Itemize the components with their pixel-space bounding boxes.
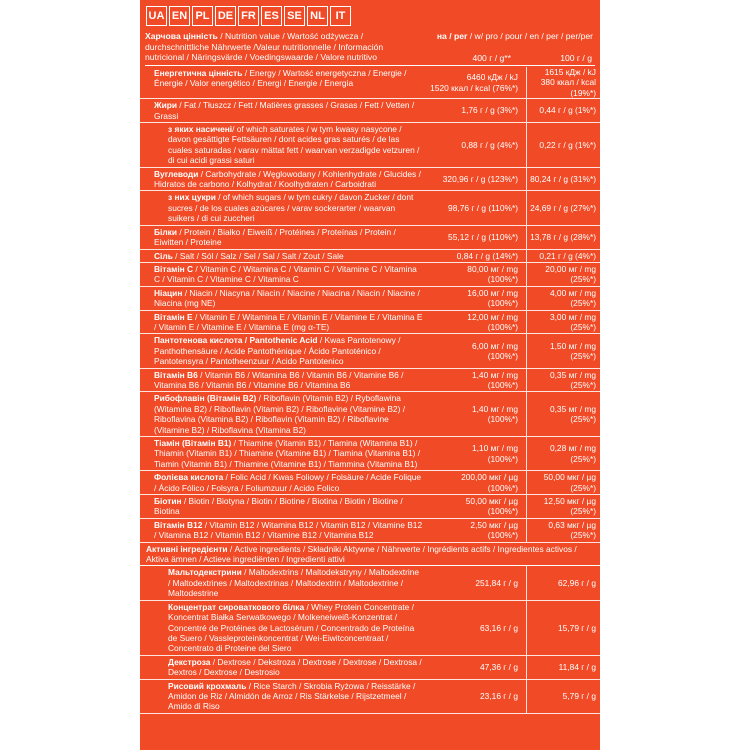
table-row bbox=[140, 168, 600, 192]
value-line: (25%*) bbox=[570, 482, 596, 493]
value-line: 320,96 г / g (123%*) bbox=[442, 173, 518, 184]
value-line: 1520 ккал / kcal (76%*) bbox=[430, 82, 518, 93]
value-line: 47,36 г / g bbox=[480, 661, 518, 672]
value-line: (25%*) bbox=[570, 414, 596, 425]
row-label bbox=[140, 99, 427, 122]
value-line: 6,00 мг / mg bbox=[471, 340, 518, 351]
row-label-bold: з них цукри bbox=[168, 192, 216, 203]
value-line: (25%*) bbox=[570, 453, 596, 464]
table-row bbox=[140, 656, 600, 680]
value-per-100g bbox=[527, 168, 600, 191]
value-line: 1615 кДж / kJ bbox=[544, 67, 596, 77]
value-line: 1,40 мг / mg bbox=[471, 369, 518, 380]
value-line: 0,22 г / g (1%*) bbox=[539, 139, 596, 150]
table-row bbox=[140, 566, 600, 600]
value-line: 1,40 мг / mg bbox=[471, 403, 518, 414]
value-line: 251,84 г / g bbox=[475, 577, 518, 588]
value-per-serving bbox=[427, 566, 527, 599]
value-per-serving bbox=[427, 250, 527, 262]
row-label-rest: / Biotin / Biotyna / Biotin / Biotine / Biotina / Biotin / Biotine / Biotina bbox=[154, 496, 403, 517]
value-per-100g bbox=[527, 226, 600, 249]
table-row bbox=[140, 437, 600, 471]
row-label-rest: / Whey Protein Concentrate / Koncentrat Białka Serwatkowego / Molkeneiweiß-Konzentrat / Concentré de Protéines de Lactosérum / Concentrado de Proteína de Suero / Vassleproteinkoncentrat / Wei-Eiwitconcentraat / Concentrato di Proteine del Siero bbox=[168, 601, 415, 654]
row-label-bold: Білки bbox=[154, 226, 178, 237]
row-label-rest: / Thiamine (Vitamin B1) / Tiamina (Witamina B1) / Thiamin (Vitamin B1) / Thiamine (Vitamine B1) / Tiamina (Vitamina B1) / Tiamin (Vitamin B1) / Thiamine (Vitamine B1) / Tiammina (Vitamina B1) bbox=[154, 438, 421, 469]
value-line: 380 ккал / kcal (19%*) bbox=[540, 77, 596, 98]
value-line: (100%*) bbox=[487, 506, 518, 517]
row-label bbox=[140, 566, 427, 599]
row-label-bold: з яких насичені bbox=[168, 124, 233, 135]
value-line: 0,88 г / g (4%*) bbox=[461, 139, 518, 150]
value-per-serving bbox=[427, 680, 527, 713]
row-label bbox=[140, 369, 427, 392]
active-heading-rest: / Active ingredients / Składniki Aktywne / Nährwerte / Ingrédients actifs / Ingredientes activos / Aktiva ämnen / Actieve ingrediënten / Ingredienti attivi bbox=[146, 543, 577, 565]
value-per-100g bbox=[527, 519, 600, 542]
row-label bbox=[140, 392, 427, 436]
header-title-bold: Харчова цінність bbox=[145, 31, 218, 41]
row-label bbox=[140, 287, 427, 310]
value-line: 62,96 г / g bbox=[558, 577, 596, 588]
table-row bbox=[140, 369, 600, 393]
value-line: 12,00 мг / mg bbox=[467, 311, 518, 322]
value-line: 50,00 мкг / µg bbox=[543, 472, 596, 483]
value-per-100g bbox=[527, 471, 600, 494]
value-line: 1,76 г / g (3%*) bbox=[461, 105, 518, 116]
row-label bbox=[140, 191, 427, 224]
language-badge-en: EN bbox=[169, 6, 190, 26]
row-label-rest: / Maltodextrins / Maltodekstryny / Maltodextrine / Maltodextrines / Maltodextrinas / Maltodextrin / Maltodextrine / Maltodestrine bbox=[168, 567, 420, 599]
value-line: 23,16 г / g bbox=[480, 690, 518, 701]
value-line: 24,69 г / g (27%*) bbox=[530, 202, 596, 213]
value-line: 98,76 г / g (110%*) bbox=[448, 202, 518, 213]
value-line: 80,24 г / g (31%*) bbox=[530, 173, 596, 184]
table-row bbox=[140, 601, 600, 656]
row-label-rest: / Riboflavin (Vitamin B2) / Ryboflawina (Witamina B2) / Riboflavin (Vitamin B2) / Riboflavine (Vitamine B2) / Riboflavina (Vitamina B2) / Riboflavin (Vitamin B2) / Riboflavine (Vitamine B2) / Riboflavina (Vitamina B2) bbox=[154, 393, 406, 435]
row-label-rest: / Vitamin B6 / Witamina B6 / Vitamin B6 / Vitamine B6 / Vitamina B6 / Vitamin B6 / Vitamine B6 / Vitamina B6 bbox=[154, 369, 404, 390]
value-line: (25%*) bbox=[570, 350, 596, 361]
value-line: (100%*) bbox=[487, 321, 518, 332]
row-label bbox=[140, 471, 427, 494]
row-label-bold: Мальтодекстрини bbox=[168, 567, 242, 578]
value-per-100g bbox=[527, 566, 600, 599]
value-per-serving bbox=[427, 495, 527, 518]
row-label-bold: Вітамін В12 bbox=[154, 519, 203, 530]
value-line: 0,28 мг / mg bbox=[549, 443, 596, 454]
row-label bbox=[140, 67, 427, 98]
language-badge-pl: PL bbox=[192, 6, 213, 26]
value-per-serving bbox=[427, 123, 527, 167]
value-line: (25%*) bbox=[570, 530, 596, 541]
header-per-bold: на / per bbox=[436, 31, 468, 41]
table-row bbox=[140, 263, 600, 287]
table-header bbox=[145, 31, 595, 66]
header-col2: 100 г / g bbox=[560, 52, 592, 63]
value-line: 4,00 мг / mg bbox=[549, 287, 596, 298]
value-line: 5,79 г / g bbox=[562, 690, 596, 701]
table-row bbox=[140, 495, 600, 519]
value-per-serving bbox=[427, 656, 527, 679]
value-line: 0,21 г / g (4%*) bbox=[539, 250, 596, 261]
value-per-100g bbox=[527, 311, 600, 334]
table-row bbox=[140, 311, 600, 335]
table-row bbox=[140, 226, 600, 250]
value-line: 16,00 мг / mg bbox=[467, 287, 518, 298]
value-line: 20,00 мг / mg bbox=[545, 263, 596, 274]
header-title bbox=[145, 31, 420, 63]
nutrition-panel bbox=[140, 0, 600, 750]
value-line: (100%*) bbox=[487, 530, 518, 541]
value-line: 63,16 г / g bbox=[480, 622, 518, 633]
row-label-bold: Енергетична цінність bbox=[154, 68, 243, 78]
row-label-bold: Сіль bbox=[154, 250, 173, 261]
row-label-bold: Рисовий крохмаль bbox=[168, 680, 247, 691]
table-row bbox=[140, 99, 600, 123]
row-label-rest: / Kwas Pantotenowy / Panthothensäure / Acide Pantothénique / Ácido Pantoténico / Pantotensyra / Pantotheenzuur / Acido Pantotenico bbox=[154, 335, 401, 367]
row-label-bold: Фолієва кислота bbox=[154, 472, 224, 483]
value-line: (100%*) bbox=[487, 482, 518, 493]
table-row bbox=[140, 334, 600, 368]
table-row bbox=[140, 680, 600, 714]
value-per-serving bbox=[427, 369, 527, 392]
value-line: (100%*) bbox=[487, 274, 518, 285]
row-label-rest: / Fat / Tłuszcz / Fett / Matières grasses / Grasas / Fett / Vetten / Grassi bbox=[154, 100, 415, 121]
value-line: (25%*) bbox=[570, 274, 596, 285]
row-label bbox=[140, 495, 427, 518]
value-per-serving bbox=[427, 263, 527, 286]
value-per-100g bbox=[527, 191, 600, 224]
value-line: (100%*) bbox=[487, 414, 518, 425]
row-label-rest: / Carbohydrate / Węglowodany / Kohlenhydrate / Glucides / Hidratos de carbono / Kolhydrat / Koolhydraten / Carboidrati bbox=[154, 168, 421, 190]
row-label bbox=[140, 334, 427, 367]
row-label-rest: / Salt / Sól / Salz / Sel / Sal / Salt / Zout / Sale bbox=[172, 250, 344, 261]
row-label bbox=[140, 311, 427, 334]
language-badge-es: ES bbox=[261, 6, 282, 26]
row-label bbox=[140, 601, 427, 655]
value-line: 0,44 г / g (1%*) bbox=[539, 105, 596, 116]
value-line: (25%*) bbox=[570, 321, 596, 332]
row-label-bold: Вітамін В6 bbox=[154, 369, 198, 380]
row-label-rest: / Dextrose / Dekstroza / Dextrose / Dextrose / Dextrosa / Dextros / Dextrose / Destrosio bbox=[168, 656, 422, 678]
row-label bbox=[140, 168, 427, 191]
value-line: 0,35 мг / mg bbox=[549, 369, 596, 380]
value-per-100g bbox=[527, 495, 600, 518]
value-line: 55,12 г / g (110%*) bbox=[448, 231, 518, 242]
value-per-100g bbox=[527, 601, 600, 655]
row-label-bold: Жири bbox=[154, 100, 177, 111]
row-label bbox=[140, 656, 427, 679]
language-badge-de: DE bbox=[215, 6, 236, 26]
row-label-bold: Ніацин bbox=[154, 287, 183, 298]
value-per-serving bbox=[427, 334, 527, 367]
value-line: 200,00 мкг / µg bbox=[461, 472, 518, 483]
row-label-rest: / Energy / Wartość energetyczna / Energie / Énergie / Valor energético / Energi / Energie / Energia bbox=[154, 68, 407, 89]
language-badge-ua: UA bbox=[146, 6, 167, 26]
table-row bbox=[140, 519, 600, 543]
value-per-serving bbox=[427, 311, 527, 334]
value-per-100g bbox=[527, 250, 600, 262]
language-badges bbox=[146, 6, 351, 26]
value-line: (100%*) bbox=[487, 350, 518, 361]
value-per-serving bbox=[427, 437, 527, 470]
table-row bbox=[140, 123, 600, 168]
row-label-bold: Біотин bbox=[154, 496, 182, 507]
value-per-serving bbox=[427, 168, 527, 191]
value-per-100g bbox=[527, 656, 600, 679]
header-title-rest: / Nutrition value / Wartość odżywcza / durchschnittliche Nährwerte /Valeur nutritionnelle / Información nutricional / Näringsvärde / Voedingswaarde / Valore nutritivo bbox=[145, 31, 384, 62]
value-per-100g bbox=[527, 437, 600, 470]
value-per-100g bbox=[527, 369, 600, 392]
value-per-100g bbox=[527, 263, 600, 286]
value-per-100g bbox=[527, 287, 600, 310]
value-per-100g bbox=[527, 99, 600, 122]
value-line: (25%*) bbox=[570, 506, 596, 517]
value-per-100g bbox=[527, 334, 600, 367]
language-badge-it: IT bbox=[330, 6, 351, 26]
row-label-rest: / Rice Starch / Skrobia Ryżowa / Reisstärke / Amidon de Riz / Almidón de Arroz / Ris Stärkelse / Rijstzetmeel / Amido di Riso bbox=[168, 680, 416, 712]
row-label bbox=[140, 123, 427, 167]
value-per-serving bbox=[427, 226, 527, 249]
row-label bbox=[140, 680, 427, 713]
row-label-bold: Вуглеводи bbox=[154, 168, 199, 179]
row-label-rest: / of which saturates / w tym kwasy nasycone / davon gesättigte Fettsäuren / dont acides gras saturés / de las cuales saturadas / varav mättat fett / waarvan verzadigde vetzuren / di cui acidi grassi saturi bbox=[168, 124, 420, 166]
row-label bbox=[140, 226, 427, 249]
row-label bbox=[140, 250, 427, 262]
language-badge-nl: NL bbox=[307, 6, 328, 26]
row-label-rest: / Folic Acid / Kwas Foliowy / Folsäure / Acide Folique / Ácido Fólico / Folsyra / Foliumzuur / Acido Folico bbox=[154, 472, 422, 493]
row-label-bold: Концентрат сироваткового білка bbox=[168, 601, 305, 612]
value-line: (100%*) bbox=[487, 453, 518, 464]
value-line: 0,63 мкг / µg bbox=[548, 519, 596, 530]
value-line: 13,78 г / g (28%*) bbox=[530, 231, 596, 242]
table-row bbox=[140, 191, 600, 225]
value-line: (25%*) bbox=[570, 379, 596, 390]
value-per-100g bbox=[527, 680, 600, 713]
value-line: 15,79 г / g bbox=[558, 622, 596, 633]
row-label-bold: Декстроза bbox=[168, 656, 211, 667]
value-per-serving bbox=[427, 287, 527, 310]
active-ingredients-heading bbox=[140, 543, 600, 567]
value-line: 2,50 мкг / µg bbox=[470, 519, 518, 530]
value-line: (100%*) bbox=[487, 298, 518, 309]
value-per-serving bbox=[427, 392, 527, 436]
value-line: (100%*) bbox=[487, 379, 518, 390]
value-per-100g bbox=[527, 392, 600, 436]
table-row bbox=[140, 67, 600, 99]
value-per-serving bbox=[427, 519, 527, 542]
table-row bbox=[140, 392, 600, 437]
value-per-serving bbox=[427, 471, 527, 494]
language-badge-fr: FR bbox=[238, 6, 259, 26]
table-row bbox=[140, 250, 600, 263]
row-label-bold: Рибофлавін (Вітамін В2) bbox=[154, 393, 257, 404]
value-per-100g bbox=[527, 123, 600, 167]
value-line: 0,84 г / g (14%*) bbox=[456, 250, 518, 261]
value-per-serving bbox=[427, 67, 527, 98]
value-line: 50,00 мкг / µg bbox=[465, 496, 518, 507]
row-label-bold: Вітамін Е bbox=[154, 311, 193, 322]
row-label bbox=[140, 519, 427, 542]
table-row bbox=[140, 287, 600, 311]
value-line: 3,00 мг / mg bbox=[549, 311, 596, 322]
table-row bbox=[140, 471, 600, 495]
row-label-bold: Тіамін (Вітамін В1) bbox=[154, 438, 232, 448]
value-per-serving bbox=[427, 601, 527, 655]
header-per-rest: / w/ pro / pour / en / per / per/per bbox=[467, 31, 593, 41]
value-line: 1,50 мг / mg bbox=[549, 340, 596, 351]
row-label-rest: / Protein / Białko / Eiweiß / Protéines / Proteínas / Protein / Eiwitten / Proteine bbox=[154, 226, 396, 248]
row-label-rest: / Niacin / Niacyna / Niacin / Niacine / Niacina / Niacin / Niacine / Niacina (mg NE) bbox=[154, 287, 420, 309]
header-col1: 400 г / g** bbox=[472, 52, 511, 63]
row-label-rest: / of which sugars / w tym cukry / davon Zucker / dont sucres / de los cuales azúcares / varav sockerarter / waarvan suikers / di cui zuccheri bbox=[168, 192, 414, 224]
value-line: (25%*) bbox=[570, 298, 596, 309]
language-badge-se: SE bbox=[284, 6, 305, 26]
value-per-100g bbox=[527, 67, 600, 98]
value-line: 6460 кДж / kJ bbox=[466, 72, 518, 83]
value-line: 0,35 мг / mg bbox=[549, 403, 596, 414]
value-line: 12,50 мкг / µg bbox=[543, 496, 596, 507]
row-label-rest: / Vitamin B12 / Witamina B12 / Vitamin B12 / Vitamine B12 / Vitamina B12 / Vitamin B12 / Vitamine B12 / Vitamina B12 bbox=[154, 519, 423, 541]
row-label bbox=[140, 437, 427, 470]
active-heading-bold: Активні інгредієнти bbox=[146, 543, 228, 554]
value-line: 1,10 мг / mg bbox=[471, 443, 518, 454]
value-line: 80,00 мг / mg bbox=[467, 263, 518, 274]
row-label bbox=[140, 263, 427, 286]
value-line: 11,84 г / g bbox=[558, 661, 596, 672]
value-per-serving bbox=[427, 191, 527, 224]
value-per-serving bbox=[427, 99, 527, 122]
row-label-rest: / Vitamin E / Witamina E / Vitamin E / Vitamine E / Vitamina E / Vitamin E / Vitamine E / Vitamina E (mg α-TE) bbox=[154, 311, 423, 332]
row-label-bold: Пантотенова кислота / Pantothenic Acid bbox=[154, 335, 318, 346]
row-label-rest: / Vitamin C / Witamina C / Vitamin C / Vitamine C / Vitamina C / Vitamin C / Vitamine C / Vitamina C bbox=[154, 263, 417, 285]
row-label-bold: Вітамін С bbox=[154, 263, 194, 274]
nutrition-table bbox=[140, 67, 600, 714]
